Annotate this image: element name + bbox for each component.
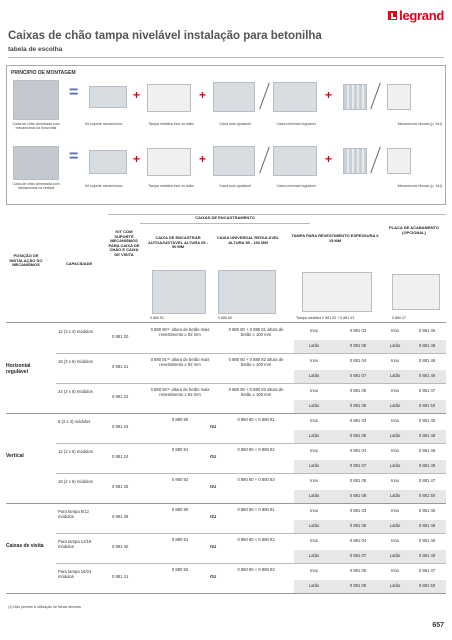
plate-finish-cell: Inox [391,538,399,543]
plate-finish-cell: Latão [382,370,408,383]
row-divider [56,443,446,444]
universal-box-cell: 0 880 80 + 0 880 81 [237,417,275,422]
montage-caption: Caixa de chão cimentada com mecanismos na vertical [12,182,60,190]
plate-ref-cell: 0 881 48 [408,340,446,353]
cover-ref-cell: 0 881 05 [349,388,367,393]
kit-ref-cell: 0 881 22 [112,394,129,399]
row-divider [56,533,446,534]
montage-caption: Mecanismos Mosaic (p. 344) [397,184,443,188]
cover-finish-cell: Latão [294,520,334,533]
auto-box-cell: 0 880 90 [171,417,189,422]
montage-panel [6,65,446,205]
plate-ref-cell: 0 881 45 [418,508,436,513]
cover-ref-cell: 0 881 04 [349,358,367,363]
montage-caption: Caixa auto-ajustável [219,184,251,188]
universal-box-cell: 0 880 80 + 0 880 82 [237,537,275,542]
cover-finish-cell: Latão [294,340,334,353]
mosaic-socket-image [387,84,411,110]
col-position-header: POSIÇÃO DE INSTALAÇÃO DO MECANISMOS [9,253,43,268]
equals-icon: = [69,148,79,165]
col-cover-header: TAMPA PARA REVESTIMENTO ESPESSURA ≤ 15 MM [291,233,379,243]
auto-box-cell: 0 880 90⁽¹⁾ altura de betão mais revestimento ≥ 92 mm [150,327,210,337]
or-label: OU [210,544,217,549]
cover-ref-cell: 0 881 03 [349,328,367,333]
plate-ref-cell: 0 881 47 [418,478,436,483]
or-label: OU [210,424,217,429]
cover-finish-cell: Latão [294,550,334,563]
plate-finish-cell: Latão [382,520,408,533]
group-header: CAIXAS DE ENCASTRAMENTO [195,215,255,220]
plate-finish-cell: Latão [382,430,408,443]
cover-ref-cell: 0 881 07 [334,550,382,563]
montage-caption: Caixa de chão cimentada com mecanismos na horizontal [12,122,60,130]
mosaic-socket-image [387,148,411,174]
montage-caption: Caixa auto-ajustável [219,122,251,126]
group-label: Caixas de visita [6,543,44,549]
capacity-cell: 16 (2 x 8) módulos [58,479,93,484]
kit-ref-cell: 0 881 24 [112,454,129,459]
auto-box-cell: 0 880 91 [171,447,189,452]
plate-ref-cell: 0 881 49 [408,370,446,383]
plate-finish-cell: Latão [382,550,408,563]
plus-icon: + [325,88,333,102]
cover-ref-cell: 0 881 06 [334,430,382,443]
cover-ref-cell: 0 881 05 [349,568,367,573]
plate-finish-cell: Inox [391,388,399,393]
plate-finish-cell: Inox [391,418,399,423]
metal-lid-image [147,148,191,176]
kit-ref-cell: 0 881 39 [112,514,129,519]
row-divider [56,563,446,564]
cover-ref-cell: 0 881 07 [334,370,382,383]
plate-ref-cell: 0 881 46 [418,538,436,543]
plate-finish-cell: Latão [382,490,408,503]
auto-box-cell: 0 880 90 [171,507,189,512]
auto-box-cell: 0 880 92⁽¹⁾ altura de betão mais revestimento ≥ 92 mm [150,387,210,397]
plate-ref-cell: 0 881 47 [418,388,436,393]
plate-ref-cell: 0 881 50 [408,580,446,593]
plate-finish-cell: Latão [382,580,408,593]
product-ref: 0 880 47 [392,316,406,320]
cover-finish-cell: Latão [294,400,334,413]
montage-caption: Kit suporte mecanismos [85,122,123,126]
capacity-cell: 24 (3 x 8) módulos [58,389,93,394]
cover-product-image [302,272,372,312]
support-kit-image [89,86,127,108]
auto-box-cell: 0 880 91⁽¹⁾ altura de betão mais revestimento ≥ 92 mm [150,357,210,367]
table-rule [108,214,446,215]
universal-box-product-image [218,270,276,314]
cover-ref-cell: 0 881 03 [349,508,367,513]
or-label: OU [210,454,217,459]
mosaic-mechanism-image [343,84,367,110]
plate-ref-cell: 0 881 46 [418,448,436,453]
cover-finish-cell: Inox [310,388,318,393]
cover-ref-cell: 0 881 08 [334,400,382,413]
table-rule [6,322,446,323]
or-label: OU [210,484,217,489]
cover-finish-cell: Latão [294,370,334,383]
montage-caption: Mecanismos Mosaic (p. 344) [397,122,443,126]
page-number: 657 [432,622,444,629]
footnote: (1) Não permite a utilização de fichas directas [8,605,81,609]
plate-finish-cell: Latão [382,400,408,413]
cover-ref-cell: 0 881 08 [334,490,382,503]
plate-finish-cell: Inox [391,508,399,513]
group-divider [6,413,446,414]
auto-box-cell: 0 880 92 [171,567,189,572]
cover-ref-cell: 0 881 08 [334,580,382,593]
cover-ref-cell: 0 881 05 [349,478,367,483]
cover-ref-cell: 0 881 06 [334,340,382,353]
metal-lid-image [147,84,191,112]
plate-finish-cell: Inox [391,568,399,573]
plate-ref-cell: 0 881 50 [408,400,446,413]
or-slash [259,147,270,174]
row-divider [56,353,446,354]
product-ref: 0 880 91 [150,316,164,320]
product-ref: Tampa metálica 0 881 03 + 0 881 43 [296,316,355,320]
col-plate-header: PLACA DE ACABAMENTO (OPCIONAL) [388,225,440,235]
auto-box-cell: 0 880 91 [171,537,189,542]
universal-box-cell: 0 880 80 + 0 880 81 [237,507,275,512]
kit-ref-cell: 0 881 40 [112,544,129,549]
or-slash [259,83,270,110]
kit-ref-cell: 0 881 23 [112,424,129,429]
page-subtitle: tabela de escolha [8,46,63,53]
group-divider [6,593,446,594]
cover-finish-cell: Latão [294,430,334,443]
divider [8,57,444,58]
universal-box-cell: 0 880 80 + 0 880 81 altura de betão ≥ 100 mm [228,327,284,337]
universal-box-cell: 0 880 80 + 0 880 82 [237,447,275,452]
col-univ-header: CAIXA UNIVERSAL REGULÁVEL ALTURA 55 - 150 MM [216,235,280,245]
plus-icon: + [133,152,141,166]
kit-ref-cell: 0 881 20 [112,334,129,339]
legrand-logo [388,8,444,23]
auto-adjust-box-image [213,82,255,112]
plus-icon: + [199,88,207,102]
cover-finish-cell: Inox [310,478,318,483]
plate-finish-cell: Latão [382,340,408,353]
plus-icon: + [199,152,207,166]
plate-ref-cell: 0 881 47 [418,568,436,573]
brand-name: legrand [399,8,444,23]
cover-ref-cell: 0 881 06 [334,520,382,533]
plate-finish-cell: Inox [391,328,399,333]
plus-icon: + [133,88,141,102]
mosaic-mechanism-image [343,148,367,174]
cover-ref-cell: 0 881 04 [349,448,367,453]
plate-ref-cell: 0 881 50 [408,490,446,503]
montage-caption: Caixa universal regulável [276,122,316,126]
universal-box-cell: 0 880 80 + 0 880 83 [237,477,275,482]
plate-finish-cell: Inox [391,448,399,453]
group-label: Vertical [6,453,24,459]
or-label: OU [210,574,217,579]
cover-finish-cell: Inox [310,538,318,543]
kit-ref-cell: 0 881 25 [112,484,129,489]
plate-ref-cell: 0 881 49 [408,460,446,473]
universal-box-image [273,82,317,112]
capacity-cell: 18 (3 x 6) módulos [58,359,93,364]
legrand-square-icon [388,11,397,20]
col-auto-header: CAIXA DE ENCASTRAR AUTOAJUSTÁVEL ALTURA 65 - 90 MM [148,235,208,250]
or-label: OU [210,514,217,519]
capacity-cell: 12 (3 x 4) módulos [58,329,93,334]
equals-icon: = [69,84,79,101]
plus-icon: + [325,152,333,166]
cover-finish-cell: Inox [310,568,318,573]
auto-box-product-image [152,270,206,314]
table-rule [140,223,310,224]
plate-finish-cell: Latão [382,460,408,473]
col-kit-header: KIT COM SUPORTE MECANISMOS PARA CAIXA DE CHÃO E CAIXA DE VISITA [108,229,140,257]
universal-box-cell: 0 880 80 + 0 880 82 altura de betão ≥ 100 mm [228,357,284,367]
page-title: Caixas de chão tampa nivelável instalação para betonilha [8,30,322,42]
capacity-cell: Para tampa 16/24 módulos [58,569,92,579]
plate-product-image [392,274,440,310]
capacity-cell: 6 (2 x 4) módulos [58,419,91,424]
universal-box-cell: 0 880 80 + 0 880 83 altura de betão ≥ 100 mm [228,387,284,397]
support-kit-image [89,150,127,174]
cover-finish-cell: Inox [310,448,318,453]
plate-finish-cell: Inox [391,478,399,483]
plate-ref-cell: 0 881 49 [408,550,446,563]
cover-finish-cell: Inox [310,358,318,363]
universal-box-cell: 0 880 80 + 0 880 83 [237,567,275,572]
floor-box-vertical-image [13,146,59,180]
row-divider [56,473,446,474]
universal-box-image [273,146,317,176]
kit-ref-cell: 0 881 21 [112,364,129,369]
plate-finish-cell: Inox [391,358,399,363]
plate-ref-cell: 0 881 48 [408,520,446,533]
cover-ref-cell: 0 881 03 [349,418,367,423]
kit-ref-cell: 0 881 41 [112,574,129,579]
cover-finish-cell: Inox [310,418,318,423]
or-slash [370,147,381,174]
col-capacity-header: CAPACIDADE [65,261,93,266]
cover-ref-cell: 0 881 04 [349,538,367,543]
cover-finish-cell: Inox [310,508,318,513]
cover-ref-cell: 0 881 07 [334,460,382,473]
cover-finish-cell: Latão [294,490,334,503]
plate-ref-cell: 0 881 48 [408,430,446,443]
montage-caption: Caixa universal regulável [276,184,316,188]
capacity-cell: Para tampa 8/12 módulos [58,509,89,519]
montage-caption: Kit suporte mecanismos [85,184,123,188]
auto-adjust-box-image [213,146,255,176]
floor-box-horizontal-image [13,80,59,120]
cover-finish-cell: Inox [310,328,318,333]
capacity-cell: Para tampa 12/18 módulos [58,539,92,549]
auto-box-cell: 0 880 92 [171,477,189,482]
cover-finish-cell: Latão [294,580,334,593]
product-ref: 0 880 80 [218,316,232,320]
montage-caption: Tampa metálica inox ou latão [148,184,194,188]
montage-caption: Tampa metálica inox ou latão [148,122,194,126]
plate-ref-cell: 0 881 45 [418,418,436,423]
row-divider [56,383,446,384]
cover-finish-cell: Latão [294,460,334,473]
group-divider [6,503,446,504]
montage-heading: PRINCIPIO DE MONTAGEM [11,70,76,76]
capacity-cell: 12 (2 x 6) módulos [58,449,93,454]
or-slash [370,83,381,110]
plate-ref-cell: 0 881 46 [418,358,436,363]
plate-ref-cell: 0 881 45 [418,328,436,333]
group-label: Horizontal regulável [6,363,31,375]
